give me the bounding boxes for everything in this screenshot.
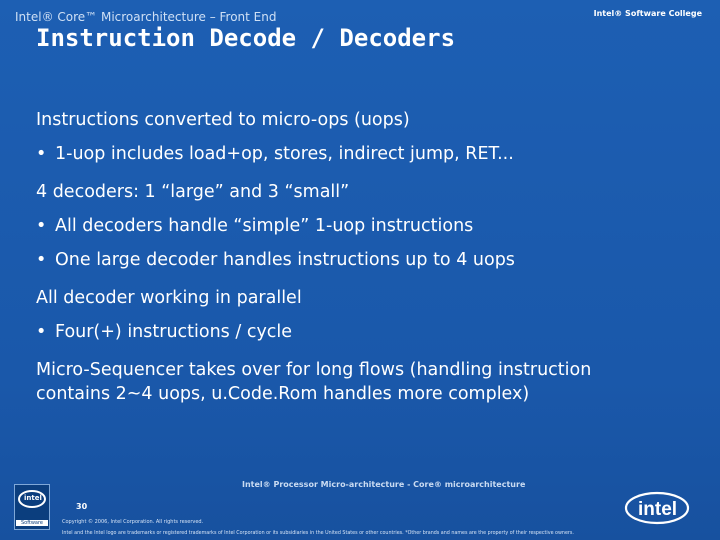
page-number: 30 <box>76 502 88 511</box>
intel-software-logo <box>14 484 50 530</box>
intel-logo-icon <box>624 490 690 526</box>
bullet-item <box>36 214 696 238</box>
logo-subtitle: Software <box>16 520 48 526</box>
slide-body <box>36 108 696 406</box>
footer-course-title: Intel® Processor Micro-architecture - Core® microarchitecture <box>242 480 526 489</box>
bullet-icon: • <box>36 216 47 236</box>
paragraph-line: contains 2~4 uops, u.Code.Rom handles more complex) <box>36 384 530 404</box>
copyright-notice: Copyright © 2006, Intel Corporation. All rights reserved. <box>62 519 204 525</box>
bullet-icon: • <box>36 250 47 270</box>
bullet-item <box>36 142 696 166</box>
paragraph-uops: Instructions converted to micro-ops (uops) <box>36 110 410 130</box>
section-supertitle: Intel® Core™ Microarchitecture – Front End <box>15 10 277 24</box>
bullet-text: One large decoder handles instructions up to 4 uops <box>55 250 515 270</box>
paragraph-microsequencer <box>36 358 696 406</box>
logo-big-wordmark: intel <box>638 499 678 520</box>
logo-wordmark: intel <box>24 494 42 502</box>
paragraph-decoders: 4 decoders: 1 “large” and 3 “small” <box>36 182 350 202</box>
brand-label: Intel® Software College <box>593 9 702 18</box>
bullet-text: Four(+) instructions / cycle <box>55 322 293 342</box>
bullet-text: All decoders handle “simple” 1-uop instructions <box>55 216 474 236</box>
paragraph-parallel: All decoder working in parallel <box>36 288 302 308</box>
legal-notice: Intel and the Intel logo are trademarks or registered trademarks of Intel Corporation or its subsidiaries in the United States or other countries. *Other brands and names are the property of their respective owners. <box>62 531 574 536</box>
bullet-item <box>36 248 696 272</box>
bullet-icon: • <box>36 144 47 164</box>
bullet-text: 1-uop includes load+op, stores, indirect jump, RET... <box>55 144 514 164</box>
bullet-icon: • <box>36 322 47 342</box>
bullet-item <box>36 320 696 344</box>
slide-title: Instruction Decode / Decoders <box>36 24 456 52</box>
paragraph-line: Micro-Sequencer takes over for long flows (handling instruction <box>36 360 592 380</box>
